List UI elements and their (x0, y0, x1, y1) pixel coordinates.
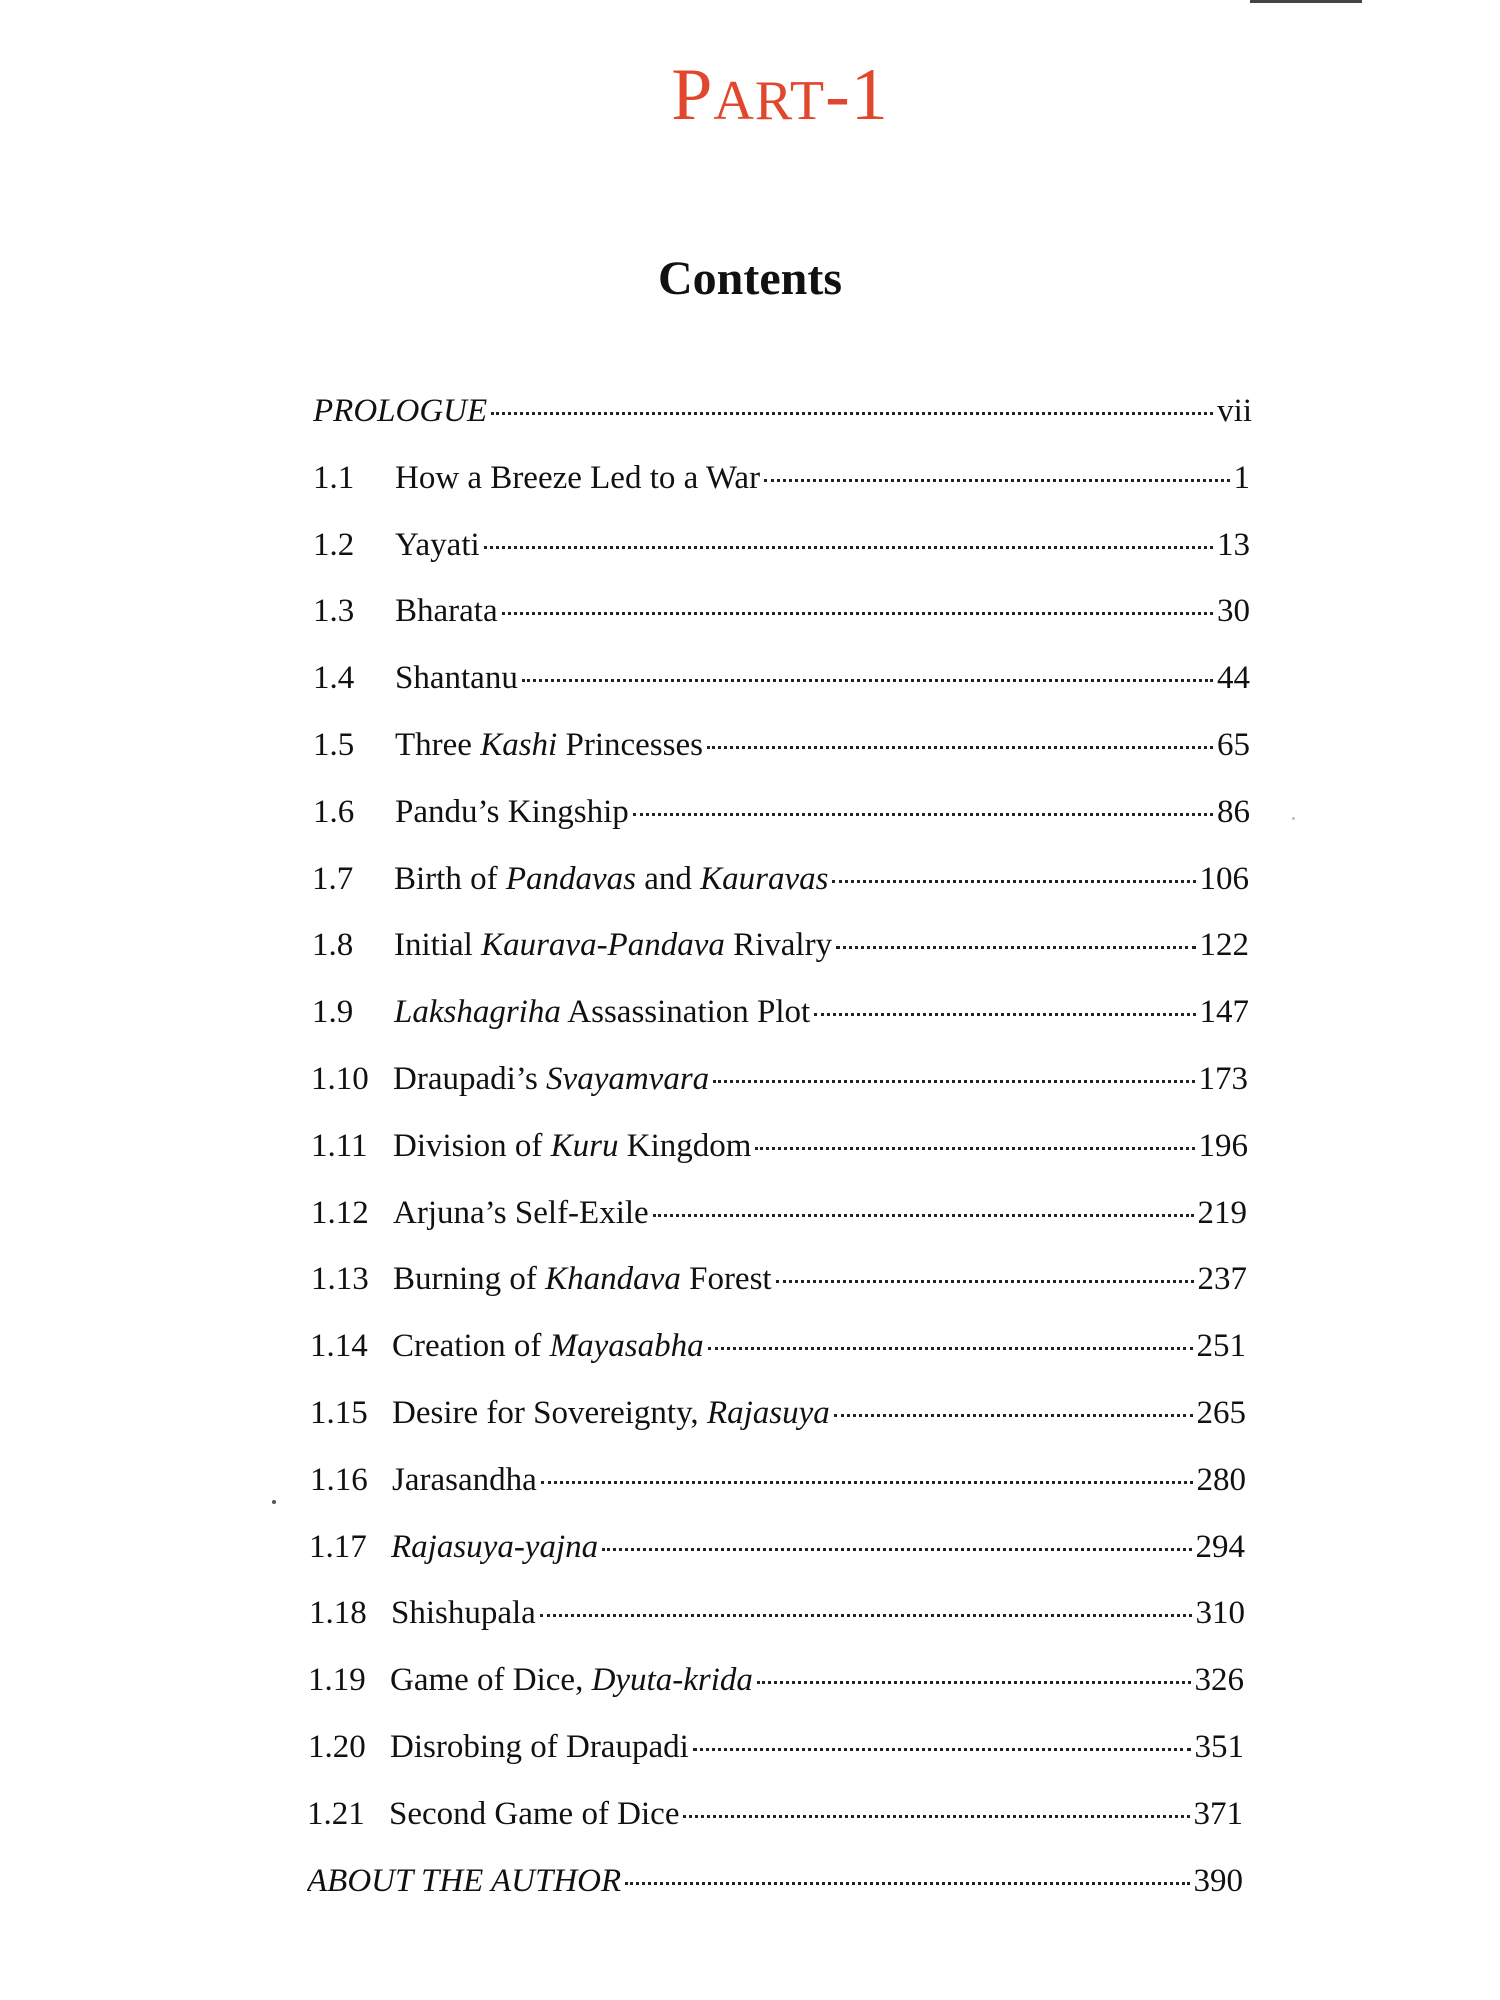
toc-dot-leader (764, 479, 1229, 482)
toc-dot-leader (491, 412, 1213, 415)
toc-dot-leader (836, 946, 1195, 949)
toc-entry-title (390, 1647, 753, 1714)
toc-entry-number: 1.16 (310, 1461, 368, 1498)
toc-entry-title-part: Game of Dice, (390, 1662, 592, 1699)
toc-entry-title-part: PROLOGUE (313, 393, 488, 429)
toc-entry (0, 1113, 1248, 1180)
toc-entry-page: 326 (1194, 1662, 1244, 1699)
toc-dot-leader (707, 746, 1213, 749)
toc-entry-title (391, 1514, 598, 1581)
toc-entry-title (313, 378, 487, 445)
toc-entry-number: 1.11 (311, 1127, 368, 1164)
toc-entry-title (394, 979, 810, 1046)
toc-entry (0, 1380, 1246, 1447)
toc-entry-title-part: Princesses (557, 726, 703, 763)
toc-entry-page: 173 (1198, 1060, 1248, 1097)
toc-entry-title-part: Lakshagriha (394, 994, 561, 1031)
toc-entry (0, 1580, 1245, 1647)
scan-speck (1292, 817, 1295, 820)
toc-entry (0, 645, 1250, 712)
toc-entry-number: 1.6 (313, 793, 355, 830)
toc-entry-title-part: Bharata (395, 593, 498, 630)
toc-dot-leader (832, 880, 1195, 883)
toc-entry-title-part: Second Game of Dice (389, 1795, 680, 1832)
toc-entry-title-part: Mayasabha (549, 1328, 704, 1365)
toc-entry-number: 1.17 (309, 1528, 367, 1565)
toc-entry (0, 1447, 1246, 1514)
toc-entry (0, 1313, 1246, 1380)
toc-entry-title (394, 912, 832, 979)
toc-entry-number: 1.13 (311, 1261, 369, 1298)
contents-title: Contents (657, 252, 842, 305)
top-rule (1250, 0, 1362, 3)
toc-entry-title-part: Desire for Sovereignty, (392, 1394, 707, 1431)
toc-entry-title (395, 712, 703, 779)
toc-entry-title-part: Shantanu (395, 660, 518, 697)
toc-entry (0, 912, 1249, 979)
toc-entry-page: 310 (1195, 1595, 1245, 1632)
toc-entry-title-part: ABOUT THE AUTHOR (307, 1862, 622, 1899)
toc-entry-title-part: Svayamvara (546, 1060, 710, 1097)
toc-entry-title-part: Birth of (394, 860, 506, 897)
toc-entry-page: 219 (1197, 1194, 1247, 1231)
toc-entry (0, 979, 1249, 1046)
toc-entry-title-part: Shishupala (391, 1595, 536, 1632)
toc-entry-number: 1.15 (310, 1394, 368, 1431)
toc-entry (0, 378, 1252, 445)
toc-entry-title (392, 1447, 537, 1514)
toc-dot-leader (755, 1147, 1194, 1150)
part-heading-smallcaps: ART (713, 70, 826, 132)
toc-entry-title-part: How a Breeze Led to a War (395, 459, 761, 496)
toc-entry (0, 578, 1250, 645)
toc-entry-title-part: Jarasandha (392, 1461, 537, 1498)
toc-entry-title-part: Assassination Plot (560, 994, 811, 1031)
toc-entry-page: 251 (1196, 1328, 1246, 1365)
toc-entry-number: 1.10 (311, 1060, 369, 1097)
toc-dot-leader (522, 679, 1213, 682)
toc-entry-page: 265 (1196, 1394, 1246, 1431)
toc-entry (0, 1514, 1245, 1581)
toc-entry-title-part: Dyuta-krida (591, 1662, 753, 1699)
toc-entry-title (395, 512, 480, 579)
toc-entry-title-part: Creation of (392, 1328, 550, 1365)
toc-entry-page: 122 (1199, 927, 1249, 964)
toc-entry-number: 1.1 (313, 459, 355, 496)
toc-dot-leader (814, 1013, 1195, 1016)
toc-dot-leader (776, 1280, 1194, 1283)
toc-entry-number: 1.3 (313, 593, 355, 630)
toc-entry (0, 512, 1250, 579)
toc-dot-leader (683, 1815, 1189, 1818)
toc-entry-title (393, 1113, 751, 1180)
toc-entry-title (392, 1380, 830, 1447)
toc-entry-title (393, 1246, 772, 1313)
toc-entry (0, 1180, 1247, 1247)
toc-entry-title-part: Pandavas (505, 860, 636, 897)
toc-entry-page: 106 (1199, 860, 1249, 897)
toc-entry-title-part: Arjuna’s Self-Exile (393, 1194, 649, 1231)
toc-entry-title-part: Yayati (395, 526, 480, 563)
toc-entry-title-part: Draupadi’s (393, 1060, 547, 1097)
toc-entry-number: 1.2 (313, 526, 355, 563)
toc-entry (0, 846, 1249, 913)
toc-entry-title (389, 1781, 679, 1848)
toc-entry-page: 30 (1217, 593, 1250, 630)
toc-dot-leader (633, 813, 1213, 816)
toc-entry-title (394, 846, 828, 913)
toc-entry (0, 1046, 1248, 1113)
table-of-contents (0, 378, 1500, 1914)
toc-entry-title (393, 1180, 649, 1247)
toc-entry-number: 1.12 (311, 1194, 369, 1231)
toc-entry-title (395, 578, 498, 645)
toc-dot-leader (502, 612, 1213, 615)
toc-entry (0, 1246, 1247, 1313)
toc-entry-number: 1.21 (307, 1795, 365, 1832)
toc-entry-page: 13 (1217, 526, 1250, 563)
toc-entry-number: 1.5 (313, 726, 355, 763)
toc-entry (0, 1781, 1243, 1848)
toc-entry-title-part: Rajasuya (706, 1394, 830, 1431)
toc-entry-page: 44 (1217, 660, 1250, 697)
toc-entry-page: 390 (1193, 1862, 1243, 1899)
toc-entry (0, 445, 1250, 512)
toc-entry-title-part: and (635, 860, 701, 897)
toc-entry-page: 86 (1217, 793, 1250, 830)
toc-dot-leader (484, 546, 1213, 549)
toc-entry-page: 147 (1199, 994, 1249, 1031)
toc-entry-title (390, 1714, 689, 1781)
part-heading (0, 54, 1500, 136)
toc-entry-title-part: Three (395, 726, 481, 763)
toc-entry-page: 371 (1193, 1795, 1243, 1832)
toc-entry-title (395, 779, 629, 846)
toc-entry-title (393, 1046, 709, 1113)
toc-entry-title (395, 445, 760, 512)
toc-entry (0, 1848, 1243, 1915)
toc-entry-page: 237 (1197, 1261, 1247, 1298)
toc-entry-number: 1.4 (313, 660, 355, 697)
toc-entry-number: 1.14 (310, 1328, 368, 1365)
toc-entry-page: 280 (1196, 1461, 1246, 1498)
part-heading-initial: P (671, 54, 714, 136)
toc-entry-title-part: Division of (393, 1127, 551, 1164)
toc-entry-title (307, 1848, 621, 1915)
toc-dot-leader (625, 1882, 1189, 1885)
toc-dot-leader (602, 1548, 1191, 1551)
toc-entry-title (391, 1580, 536, 1647)
toc-entry-title-part: Rivalry (724, 927, 833, 964)
toc-entry-title (395, 645, 518, 712)
toc-entry-page: 294 (1195, 1528, 1245, 1565)
scan-speck (272, 1500, 276, 1504)
toc-entry-title-part: Pandu’s Kingship (395, 793, 629, 830)
toc-dot-leader (693, 1748, 1191, 1751)
toc-entry-page: 1 (1233, 459, 1250, 496)
toc-entry-title-part: Forest (680, 1261, 772, 1298)
toc-entry (0, 1714, 1244, 1781)
toc-entry-title-part: Disrobing of Draupadi (390, 1728, 689, 1765)
toc-entry-number: 1.18 (309, 1595, 367, 1632)
toc-entry-number: 1.20 (308, 1728, 366, 1765)
toc-entry-page: vii (1217, 393, 1252, 429)
toc-entry (0, 779, 1250, 846)
toc-entry-title-part: Kuru (550, 1127, 619, 1164)
toc-entry-title-part: Kauravas (700, 860, 829, 897)
toc-entry-number: 1.8 (312, 927, 354, 964)
toc-dot-leader (834, 1414, 1193, 1417)
toc-entry-number: 1.7 (312, 860, 354, 897)
toc-entry-title-part: Kaurava-Pandava (481, 927, 725, 964)
toc-dot-leader (757, 1681, 1191, 1684)
toc-entry-page: 196 (1198, 1127, 1248, 1164)
toc-entry-title-part: Kashi (480, 726, 558, 763)
part-heading-suffix: -1 (825, 54, 889, 136)
toc-entry-page: 65 (1217, 726, 1250, 763)
toc-entry-title (392, 1313, 704, 1380)
toc-dot-leader (541, 1481, 1193, 1484)
toc-dot-leader (653, 1214, 1194, 1217)
toc-entry-title-part: Burning of (393, 1261, 546, 1298)
toc-entry-number: 1.9 (312, 994, 354, 1031)
toc-entry-title-part: Rajasuya-yajna (391, 1528, 599, 1565)
toc-dot-leader (708, 1347, 1193, 1350)
toc-dot-leader (713, 1080, 1194, 1083)
toc-entry-title-part: Khandava (545, 1261, 681, 1298)
toc-entry-title-part: Initial (394, 927, 482, 964)
toc-entry-number: 1.19 (308, 1662, 366, 1699)
toc-entry (0, 1647, 1244, 1714)
toc-entry (0, 712, 1250, 779)
toc-entry-page: 351 (1194, 1728, 1244, 1765)
toc-dot-leader (540, 1614, 1192, 1617)
toc-entry-title-part: Kingdom (618, 1127, 752, 1164)
